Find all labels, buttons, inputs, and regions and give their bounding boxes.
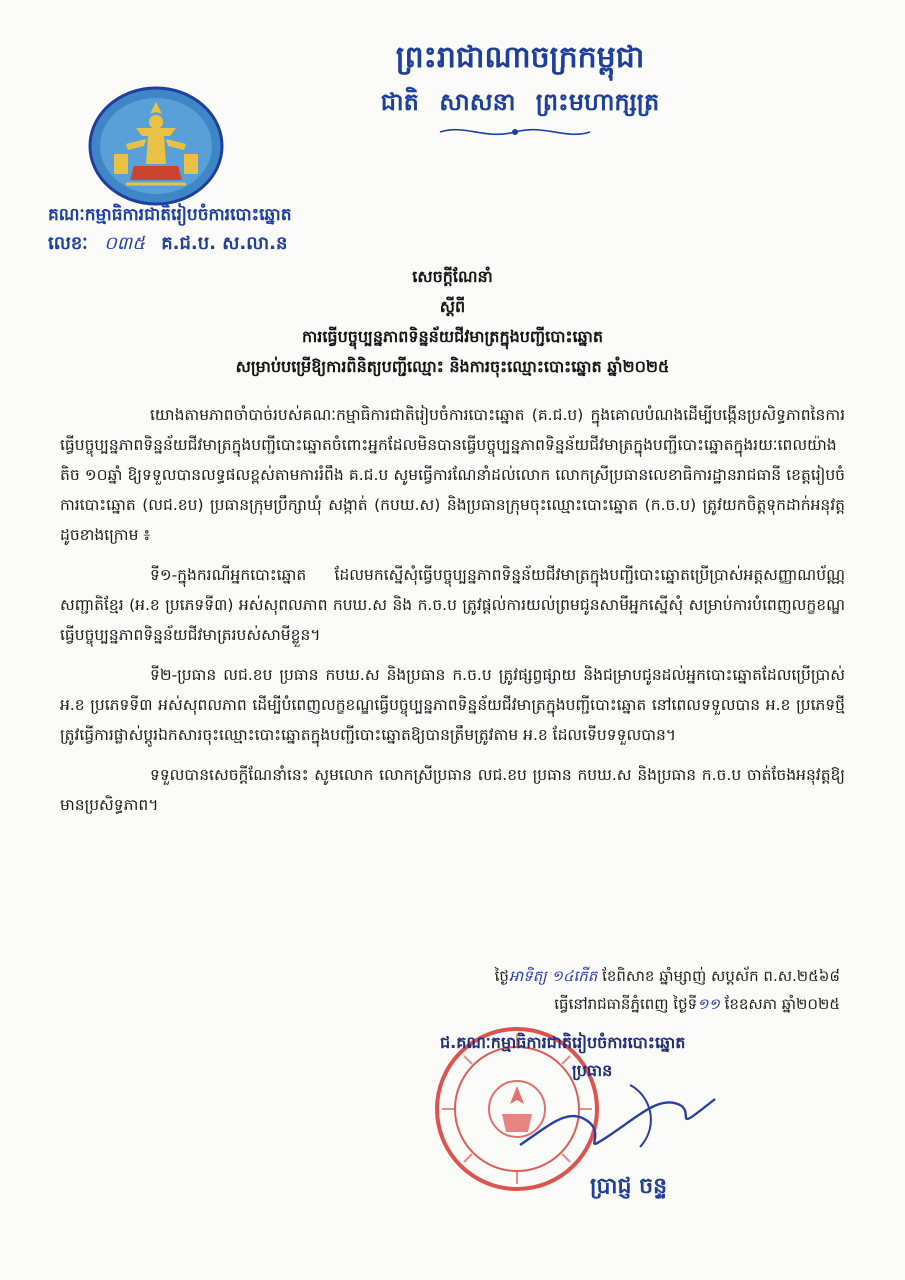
body-point-2: ទី២-ប្រធាន លជ.ខប ប្រធាន កបឃ.ស និងប្រធាន ក.ច.ប ត្រូវផ្សព្វផ្សាយ និងជម្រាបជូនដល់អ្នកបោះឆ្នោតដែលប្រើប្រាស់ អ.ខ ប្រភេទទី៣ អស់សុពលភាព ដើម្បីបំពេញលក្ខខណ្ឌធ្វើបច្ចុប្បន្នភាពទិន្នន័យជីវមាត្រក្នុងបញ្ជីបោះឆ្នោត នៅពេលទទួលបាន អ.ខ ប្រភេទថ្មី ត្រូវធ្វើការផ្លាស់ប្តូរឯកសារចុះឈ្មោះបោះឆ្នោតក្នុងបញ្ជីបោះឆ្នោតឱ្យបានត្រឹមត្រូវតាម អ.ខ ដែលទើបទទួលបាន។ <box>60 666 845 744</box>
lunar-date-handwritten: អាទិត្យ ១៤កើត <box>508 967 598 985</box>
lunar-date <box>360 962 840 990</box>
issuing-committee: គណៈកម្មាធិការជាតិរៀបចំការបោះឆ្នោត <box>48 205 292 225</box>
document-subject-line1: ការធ្វើបច្ចុប្បន្នភាពទិន្នន័យជីវមាត្រក្នុងបញ្ជីបោះឆ្នោត <box>302 327 603 346</box>
document-body <box>60 400 845 830</box>
national-motto <box>330 86 710 118</box>
date-block <box>360 962 840 1018</box>
solar-date-rest: ខែឧសភា ឆ្នាំ២០២៥ <box>724 995 840 1013</box>
on-behalf-of: ជ.គណៈកម្មាធិការជាតិរៀបចំការបោះឆ្នោត <box>440 1033 686 1052</box>
body-point-1: ទី១-ក្នុងករណីអ្នកបោះឆ្នោត ដែលមកស្នើសុំធ្វើបច្ចុប្បន្នភាពទិន្នន័យជីវមាត្រក្នុងបញ្ជីបោះឆ្នោតប្រើប្រាស់អត្តសញ្ញាណប័ណ្ណសញ្ជាតិខ្មែរ (អ.ខ ប្រភេទទី៣) អស់សុពលភាព កបឃ.ស និង ក.ច.ប ត្រូវផ្តល់ការយល់ព្រមជូនសាមីអ្នកស្នើសុំ សម្រាប់ការបំពេញលក្ខខណ្ឌធ្វើបច្ចុប្បន្នភាពទិន្នន័យជីវមាត្ររបស់សាមីខ្លួន។ <box>60 566 845 644</box>
solar-date-day: ១១ <box>697 995 720 1013</box>
body-intro: យោងតាមភាពចាំបាច់របស់គណៈកម្មាធិការជាតិរៀបចំការបោះឆ្នោត (គ.ជ.ប) ក្នុងគោលបំណងដើម្បីបង្កើនប្រសិទ្ធភាពនៃការធ្វើបច្ចុប្បន្នភាពទិន្នន័យជីវមាត្រក្នុងបញ្ជីបោះឆ្នោតចំពោះអ្នកដែលមិនបានធ្វើបច្ចុប្បន្នភាពទិន្នន័យជីវមាត្រក្នុងបញ្ជីបោះឆ្នោតក្នុងរយៈពេលយ៉ាងតិច ១០ឆ្នាំ ឱ្យទទួលបានលទ្ធផលខ្ពស់តាមការរំពឹង គ.ជ.ប សូមធ្វើការណែនាំដល់លោក លោកស្រីប្រធានលេខាធិការដ្ឋានរាជធានី ខេត្តរៀបចំការបោះឆ្នោត (លជ.ខប) ប្រធានក្រុមប្រឹក្សាឃុំ សង្កាត់ (កបឃ.ស) និងប្រធានក្រុមចុះឈ្មោះបោះឆ្នោត (ក.ច.ប) ត្រូវយកចិត្តទុកដាក់អនុវត្ត ដូចខាងក្រោម ៖ <box>60 406 845 544</box>
document-number: ០៣៥ <box>104 233 145 254</box>
handwritten-signature-icon <box>510 1065 730 1175</box>
number-label: លេខៈ <box>48 233 88 254</box>
document-number-row <box>48 231 408 257</box>
motto-word-religion: សាសនា <box>439 88 516 116</box>
header-ornament-icon <box>435 122 595 142</box>
document-type: សេចក្តីណែនាំ <box>412 267 493 286</box>
document-about: ស្តីពី <box>439 297 466 316</box>
body-closing: ទទួលបានសេចក្តីណែនាំនេះ សូមលោក លោកស្រីប្រធាន លជ.ខប ប្រធាន កបឃ.ស និងប្រធាន ក.ច.ប ចាត់ចែងអនុវត្តឱ្យមានប្រសិទ្ធភាព។ <box>60 766 845 814</box>
nec-logo-icon <box>86 84 226 208</box>
document-subject-line2: សម្រាប់បម្រើឱ្យការពិនិត្យបញ្ជីឈ្មោះ និងការចុះឈ្មោះបោះឆ្នោត ឆ្នាំ២០២៥ <box>235 357 670 376</box>
solar-date <box>360 990 840 1018</box>
reference-code: គ.ជ.ប. ស.លា.ន <box>161 233 288 254</box>
signatory-name: ប្រាជ្ញ ចន្ទ <box>590 1174 668 1199</box>
solar-date-prefix: ធ្វើនៅរាជធានីភ្នំពេញ ថ្ងៃទី <box>554 995 698 1013</box>
document-title-block <box>60 262 845 382</box>
lunar-date-rest: ខែពិសាខ ឆ្នាំម្សាញ់ សប្តស័ក ព.ស.២៥៦៨ <box>602 967 840 985</box>
kingdom-title: ព្រះរាជាណាចក្រកម្ពុជា <box>395 40 645 75</box>
signatory-role: ប្រធាន <box>572 1061 613 1080</box>
motto-word-king: ព្រះមហាក្សត្រ <box>535 88 660 116</box>
lunar-date-prefix: ថ្ងៃ <box>494 967 509 985</box>
motto-word-nation: ជាតិ <box>380 88 419 116</box>
